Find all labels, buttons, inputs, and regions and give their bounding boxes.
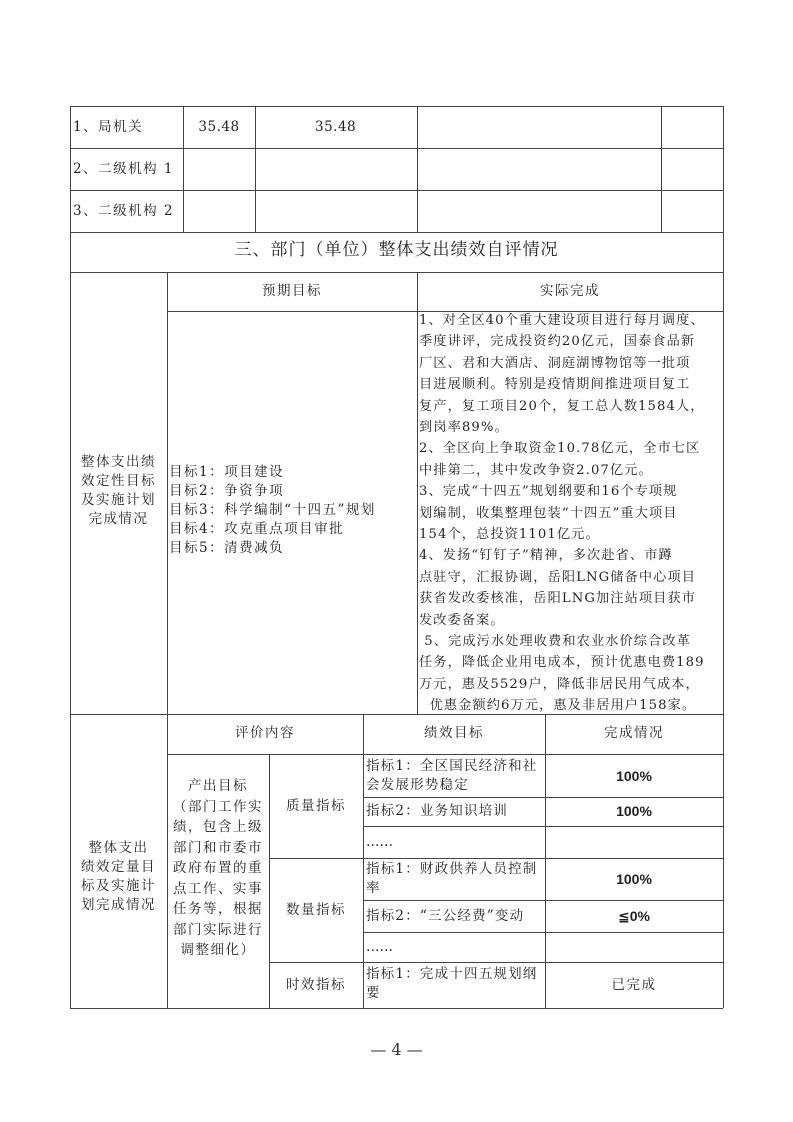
actual-line: 154个，总投资1101亿元。 [419, 527, 600, 542]
grid-line [70, 232, 723, 233]
actual-header: 实际完成 [540, 283, 600, 299]
output-goal-line: 政府布置的重 [173, 860, 263, 876]
grid-line [269, 754, 270, 1008]
actual-line: 万元，惠及5529户，降低非居民用气成本， [419, 676, 700, 692]
grid-line [417, 272, 418, 714]
grid-line [661, 106, 662, 232]
grid-line [70, 1008, 723, 1009]
page-number: — 4 — [370, 1040, 423, 1059]
actual-line: 发改委备案。 [419, 612, 505, 628]
status-value: ≦0% [618, 908, 650, 924]
quantity-indicator-label: 数量指标 [286, 902, 346, 918]
goal-item: 目标2：争资争项 [169, 483, 285, 499]
goal-item: 目标3：科学编制“十四五”规划 [169, 502, 376, 518]
unit-name: 3、二级机构 2 [73, 203, 174, 219]
grid-line [363, 932, 723, 933]
grid-line [269, 962, 723, 963]
grid-line [70, 190, 723, 191]
status-value: 100% [616, 871, 652, 887]
actual-line: 优惠金额约6万元，惠及非居用户158家。 [419, 698, 697, 714]
status-value: 已完成 [611, 977, 657, 993]
grid-line [723, 106, 724, 1008]
actual-line: 任务，降低企业用电成本，预计优惠电费189 [419, 655, 705, 671]
actual-line: 厂区、君和大酒店、洞庭湖博物馆等一批项 [419, 355, 691, 371]
output-goal-line: 点工作、实事 [173, 880, 263, 897]
eval-content-header: 评价内容 [235, 725, 295, 741]
document-page: 1、局机关 35.48 35.48 2、二级机构 1 3、二级机构 2 三、部门（单位）整体支出绩效自评情况 预期目标 实际完成 整体支出绩 效定性目标 及实施计划 完成情况 目标1：项目建设 目标2：争资争项 目标3：科学编制“十四五”规划 目标4：攻克重点项目审批 目标5：清费减负 1、对全区40个重大建设项目进行每月调度、 季度讲评，完成投资约20亿元，国泰食品新 厂区、君和大酒店、洞庭湖博物馆等一批项 目进展顺利。特别是疫情期间推进项目复工 复产，复工项目20个，复工总人数1584人， 到岗率89%。 2、全区向上争取资金10.78亿元，全市七区 中排第二，其中发改争资2.07亿元。 3、完成“十四五”规划纲要和16个专项规 划编制，收集整理包装“十四五”重大项目 154个，总投资1101亿元。 4、发扬“钉钉子”精神，多次赴省、市蹲 点驻守，汇报协调，岳阳LNG储备中心项目 获省发改委核准，岳阳LNG加注站项目获市 发改委备案。 5、完成污水处理收费和农业水价综合改革 任务，降低企业用电成本，预计优惠电费189 万元，惠及5529户，降低非居民用气成本， 优惠金额约6万元，惠及非居用户158家。 评价内容 绩效目标 完成情况 整体支出 绩效定量目 标及实施计 划完成情况 产出目标 （部门工作实 绩，包含上级 部门和市委市 政府布置的重 点工作、实事 任务等，根据 部门实际进行 调整细化） 质量指标 数量指标 时效指标 指标1：全区国民经济和社 会发展形势稳定 100% 指标2：业务知识培训 100% …… 指标1：财政供养人员控制 率 100% 指标2：“三公经费”变动 ≦0% …… 指标1：完成十四五规划纲 要 已完成 — 4 — [0, 0, 793, 1122]
performance-target-header: 绩效目标 [424, 725, 484, 741]
actual-line: 到岗率89%。 [419, 420, 509, 435]
output-goal-line: 产出目标 [188, 778, 248, 794]
goal-item: 目标5：清费减负 [169, 540, 285, 556]
actual-line: 点驻守，汇报协调，岳阳LNG储备中心项目 [419, 569, 697, 585]
expected-goal-header: 预期目标 [262, 283, 322, 299]
actual-line: 复产，复工项目20个，复工总人数1584人， [419, 398, 705, 414]
actual-line: 目进展顺利。特别是疫情期间推进项目复工 [419, 377, 691, 393]
timeliness-indicator-label: 时效指标 [286, 977, 346, 993]
actual-line: 4、发扬“钉钉子”精神，多次赴省、市蹲 [419, 548, 673, 564]
completion-status-header: 完成情况 [604, 725, 664, 741]
status-value: 100% [616, 803, 652, 819]
budget-value: 35.48 [198, 119, 240, 135]
actual-line: 3、完成“十四五”规划纲要和16个专项规 [419, 484, 678, 500]
actual-line: 划编制，收集整理包装“十四五”重大项目 [419, 505, 678, 521]
output-goal-line: 绩，包含上级 [173, 819, 263, 835]
status-value: 100% [616, 768, 652, 784]
output-goal-line: （部门工作实 [173, 798, 263, 815]
actual-line: 5、完成污水处理收费和农业水价综合改革 [419, 634, 691, 649]
output-goal-line: 部门实际进行 [173, 921, 263, 938]
output-goal-line: 调整细化） [180, 942, 256, 958]
output-goal-line: 任务等，根据 [173, 901, 263, 917]
goal-item: 目标1：项目建设 [169, 464, 285, 480]
actual-line: 2、全区向上争取资金10.78亿元，全市七区 [419, 441, 701, 457]
actual-line: 中排第二，其中发改争资2.07亿元。 [419, 462, 653, 478]
section-title: 三、部门（单位）整体支出绩效自评情况 [234, 240, 559, 260]
grid-line [70, 106, 723, 107]
quality-indicator-label: 质量指标 [286, 798, 346, 814]
grid-line [363, 714, 364, 1008]
grid-line [363, 797, 723, 798]
grid-line [70, 148, 723, 149]
unit-name: 2、二级机构 1 [73, 161, 174, 177]
grid-line [167, 754, 723, 755]
grid-line [545, 714, 546, 1008]
grid-line [363, 826, 723, 827]
output-goal-line: 部门和市委市 [173, 839, 263, 856]
actual-line: 1、对全区40个重大建设项目进行每月调度、 [419, 313, 705, 328]
budget-value: 35.48 [315, 119, 357, 135]
actual-line: 获省发改委核准，岳阳LNG加注站项目获市 [419, 591, 697, 607]
unit-name: 1、局机关 [73, 119, 144, 135]
grid-line [269, 858, 723, 859]
actual-line: 季度讲评，完成投资约20亿元，国泰食品新 [419, 334, 696, 350]
goal-item: 目标4：攻克重点项目审批 [169, 521, 345, 537]
grid-line [363, 900, 723, 901]
